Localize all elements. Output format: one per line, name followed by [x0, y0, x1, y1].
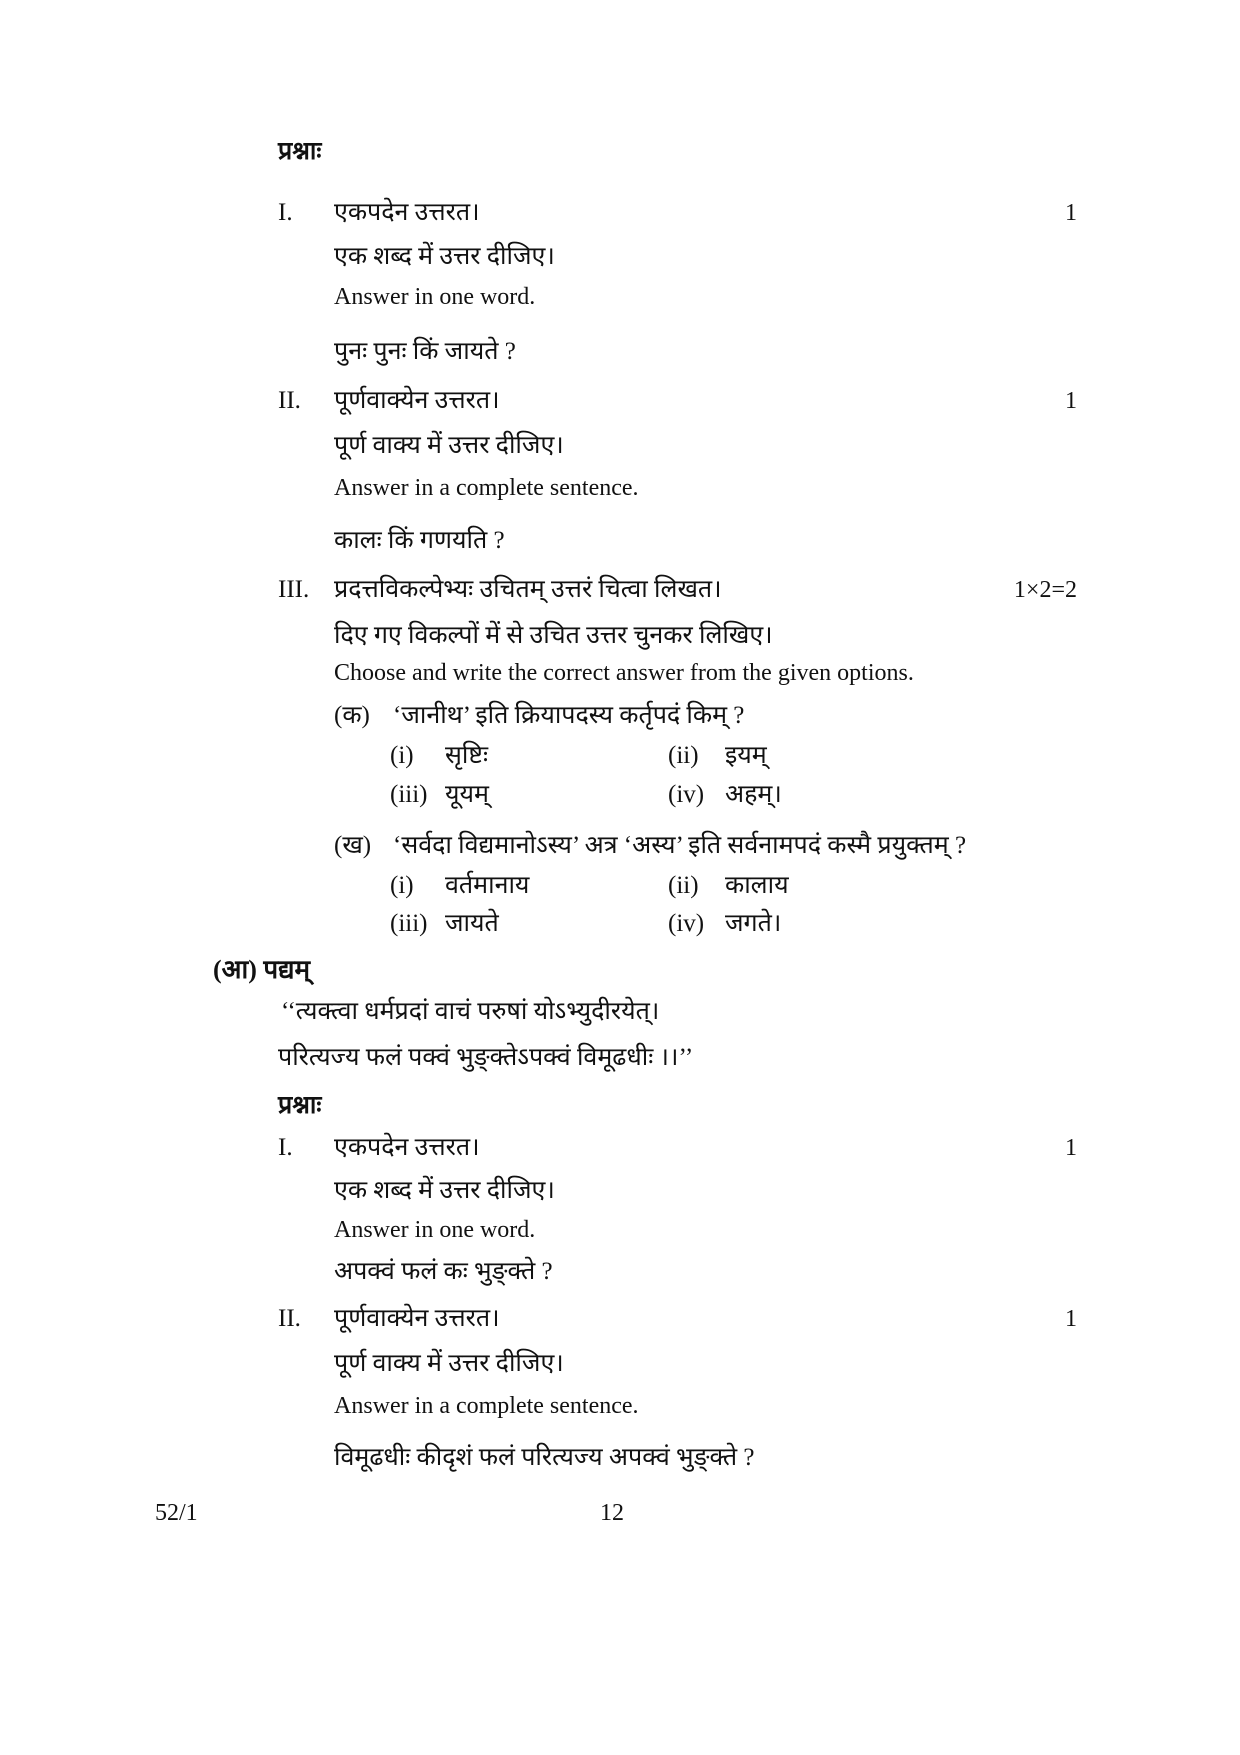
option-text: कालाय: [725, 872, 789, 899]
question-number: II.: [278, 387, 301, 414]
paper-code: 52/1: [155, 1500, 198, 1526]
option-number: (ii): [668, 742, 699, 769]
option-number: (ii): [668, 872, 699, 899]
option-text: जायते: [445, 910, 499, 937]
marks: 1×2=2: [1013, 577, 1077, 603]
option-text: अहम्।: [725, 781, 782, 808]
option-number: (iii): [390, 781, 428, 808]
instruction-sanskrit: एकपदेन उत्तरत।: [334, 199, 480, 226]
instruction-hindi: दिए गए विकल्पों में से उचित उत्तर चुनकर लिखिए।: [334, 622, 773, 649]
section-title: (आ) पद्यम्: [213, 955, 311, 984]
instruction-sanskrit: पूर्णवाक्येन उत्तरत।: [334, 387, 500, 414]
marks: 1: [1065, 200, 1077, 226]
option-number: (iv): [668, 910, 705, 937]
instruction-english: Answer in one word.: [334, 284, 536, 310]
question-text: कालः किं गणयति ?: [334, 527, 505, 554]
marks: 1: [1065, 1306, 1077, 1332]
question-text: अपक्वं फलं कः भुङ्क्ते ?: [334, 1258, 553, 1285]
instruction-english: Answer in a complete sentence.: [334, 475, 639, 501]
question-number: III.: [278, 576, 310, 603]
instruction-hindi: एक शब्द में उत्तर दीजिए।: [334, 1177, 555, 1204]
instruction-sanskrit: पूर्णवाक्येन उत्तरत।: [334, 1305, 500, 1332]
sub-question-label: (ख): [334, 832, 372, 859]
option-text: इयम्: [725, 742, 767, 769]
sub-question-text: ‘जानीथ’ इति क्रियापदस्य कर्तृपदं किम् ?: [393, 702, 745, 729]
instruction-hindi: एक शब्द में उत्तर दीजिए।: [334, 243, 555, 270]
instruction-english: Choose and write the correct answer from the given options.: [334, 660, 914, 686]
option-number: (i): [390, 872, 414, 899]
question-number: I.: [278, 1134, 293, 1161]
question-number: II.: [278, 1305, 301, 1332]
instruction-sanskrit: एकपदेन उत्तरत।: [334, 1134, 480, 1161]
option-number: (iii): [390, 910, 428, 937]
instruction-english: Answer in a complete sentence.: [334, 1393, 639, 1419]
verse-line: ‘‘त्यक्त्वा धर्मप्रदां वाचं परुषां योऽभ्युदीरयेत्।: [281, 998, 660, 1025]
marks: 1: [1065, 388, 1077, 414]
sub-question-label: (क): [334, 702, 370, 729]
questions-heading: प्रश्नाः: [278, 1092, 322, 1119]
page-number: 12: [600, 1500, 624, 1526]
question-number: I.: [278, 199, 293, 226]
question-text: पुनः पुनः किं जायते ?: [334, 338, 516, 365]
marks: 1: [1065, 1135, 1077, 1161]
option-text: जगते।: [725, 910, 782, 937]
questions-heading: प्रश्नाः: [278, 138, 322, 165]
instruction-hindi: पूर्ण वाक्य में उत्तर दीजिए।: [334, 432, 564, 459]
option-text: वर्तमानाय: [445, 872, 530, 899]
sub-question-text: ‘सर्वदा विद्यमानोऽस्य’ अत्र ‘अस्य’ इति सर्वनामपदं कस्मै प्रयुक्तम् ?: [393, 832, 967, 859]
option-number: (i): [390, 742, 414, 769]
verse-line: परित्यज्य फलं पक्वं भुङ्क्तेऽपक्वं विमूढधीः ।।’’: [278, 1044, 694, 1071]
instruction-hindi: पूर्ण वाक्य में उत्तर दीजिए।: [334, 1350, 564, 1377]
option-text: सृष्टिः: [445, 742, 489, 769]
instruction-english: Answer in one word.: [334, 1217, 536, 1243]
option-number: (iv): [668, 781, 705, 808]
instruction-sanskrit: प्रदत्तविकल्पेभ्यः उचितम् उत्तरं चित्वा लिखत।: [334, 576, 722, 603]
option-text: यूयम्: [445, 781, 489, 808]
question-text: विमूढधीः कीदृशं फलं परित्यज्य अपक्वं भुङ्क्ते ?: [334, 1444, 755, 1471]
